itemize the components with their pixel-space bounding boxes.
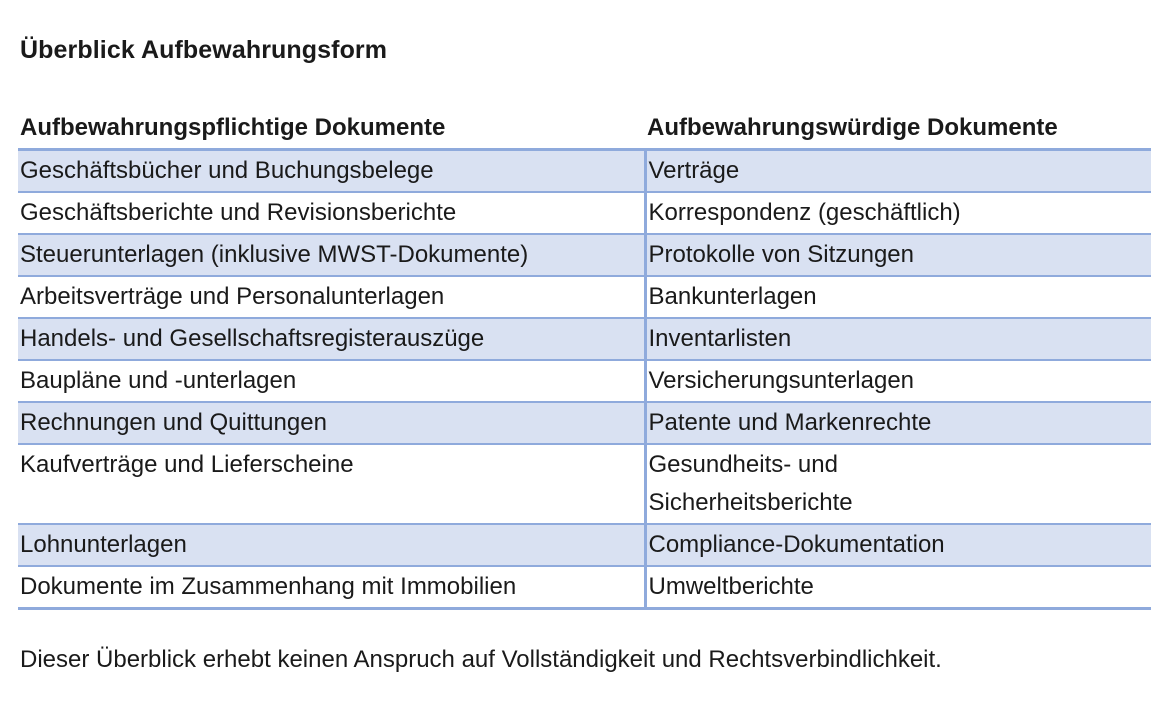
table-row	[18, 276, 1151, 318]
mandatory-document-cell: Geschäftsbücher und Buchungsbelege	[18, 150, 645, 193]
table-row	[18, 566, 1151, 609]
header-recommended-documents: Aufbewahrungswürdige Dokumente	[645, 108, 1151, 150]
mandatory-document-cell: Handels- und Gesellschaftsregisterauszüge	[18, 318, 645, 360]
disclaimer-footnote: Dieser Überblick erhebt keinen Anspruch auf Vollständigkeit und Rechtsverbindlichkeit.	[20, 646, 942, 673]
table-row	[18, 192, 1151, 234]
table-row	[18, 402, 1151, 444]
mandatory-document-cell: Baupläne und -unterlagen	[18, 360, 645, 402]
recommended-document-cell: Gesundheits- und Sicherheitsberichte	[645, 444, 1151, 524]
recommended-document-cell: Inventarlisten	[645, 318, 1151, 360]
recommended-document-cell: Umweltberichte	[645, 566, 1151, 609]
recommended-document-cell: Bankunterlagen	[645, 276, 1151, 318]
recommended-document-cell: Compliance-Dokumentation	[645, 524, 1151, 566]
table-row	[18, 150, 1151, 193]
mandatory-document-cell: Arbeitsverträge und Personalunterlagen	[18, 276, 645, 318]
table-row	[18, 318, 1151, 360]
documents-table	[18, 108, 1151, 610]
mandatory-document-cell: Geschäftsberichte und Revisionsberichte	[18, 192, 645, 234]
table-row	[18, 444, 1151, 524]
recommended-document-cell: Patente und Markenrechte	[645, 402, 1151, 444]
mandatory-document-cell: Rechnungen und Quittungen	[18, 402, 645, 444]
mandatory-document-cell: Dokumente im Zusammenhang mit Immobilien	[18, 566, 645, 609]
recommended-document-cell: Protokolle von Sitzungen	[645, 234, 1151, 276]
recommended-document-cell: Versicherungsunterlagen	[645, 360, 1151, 402]
table-row	[18, 524, 1151, 566]
mandatory-document-cell: Kaufverträge und Lieferscheine	[18, 444, 645, 524]
page-title: Überblick Aufbewahrungsform	[20, 36, 388, 64]
table-row	[18, 360, 1151, 402]
header-mandatory-documents: Aufbewahrungspflichtige Dokumente	[18, 108, 645, 150]
mandatory-document-cell: Lohnunterlagen	[18, 524, 645, 566]
table-row	[18, 234, 1151, 276]
recommended-document-cell: Korrespondenz (geschäftlich)	[645, 192, 1151, 234]
recommended-document-cell: Verträge	[645, 150, 1151, 193]
mandatory-document-cell: Steuerunterlagen (inklusive MWST-Dokumente)	[18, 234, 645, 276]
table-header-row	[18, 108, 1151, 150]
